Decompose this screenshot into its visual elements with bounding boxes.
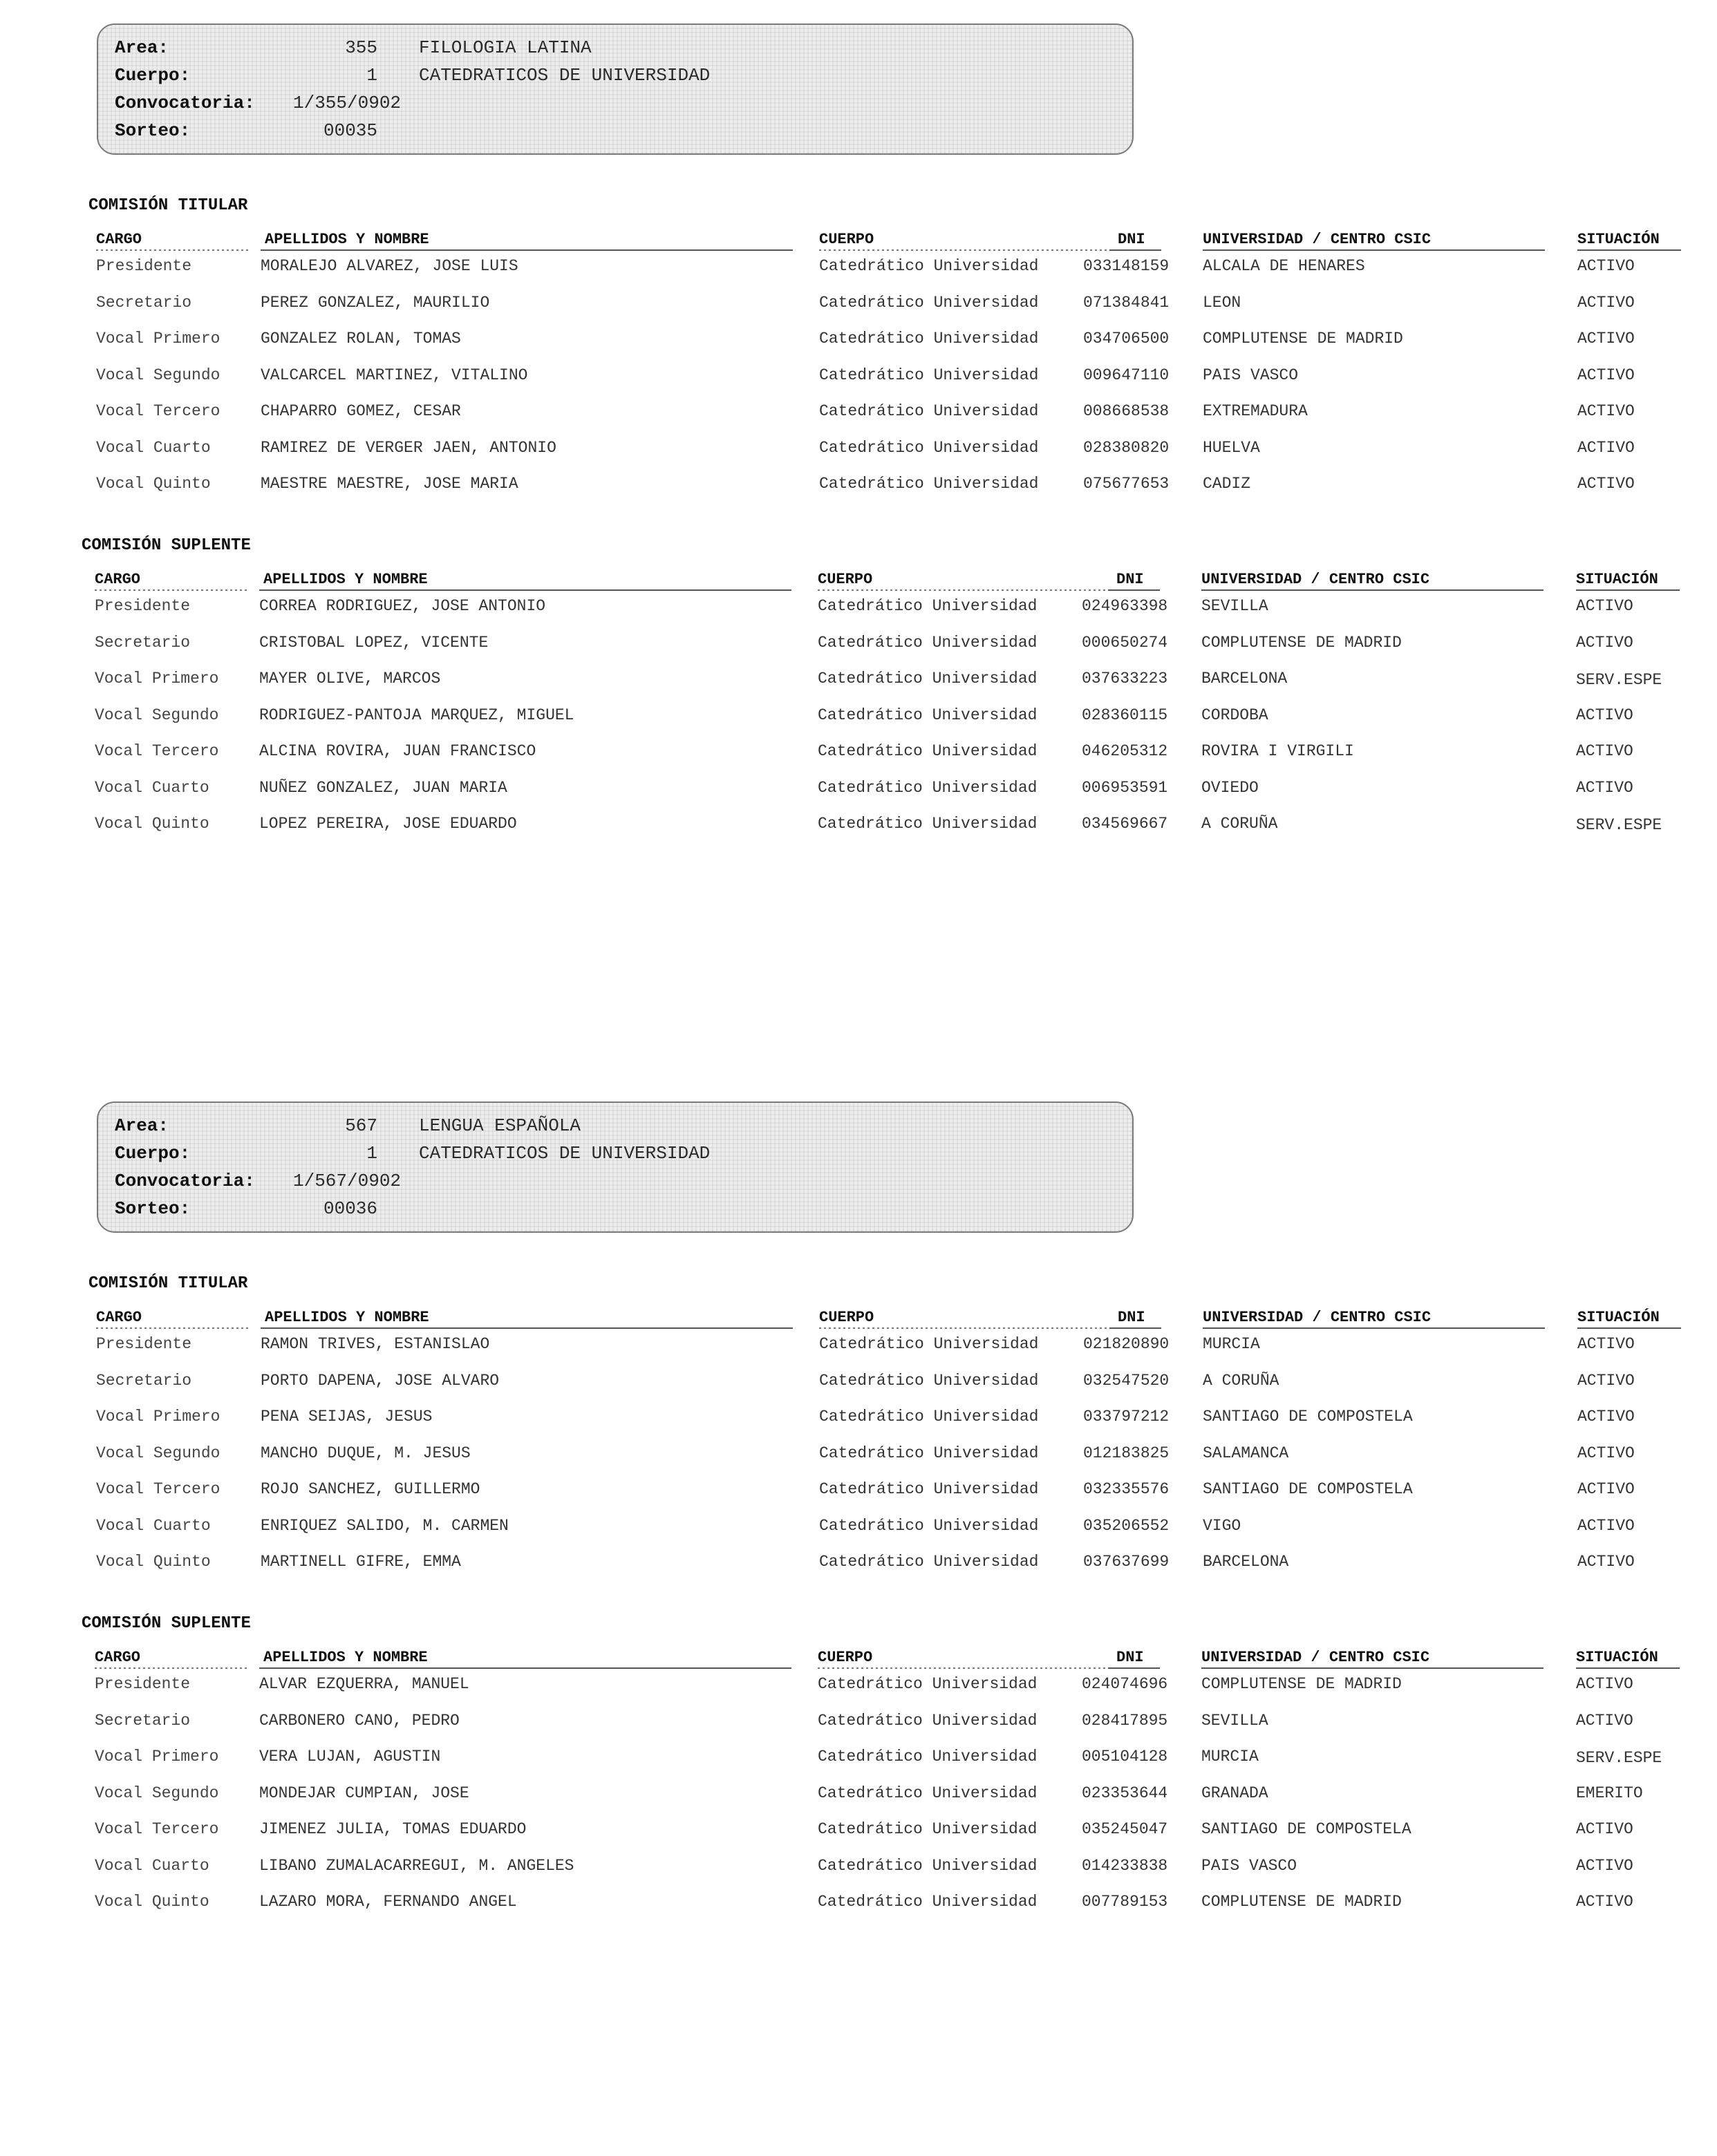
column-header-cuerpo: CUERPO bbox=[818, 571, 873, 588]
header-underline bbox=[1577, 249, 1681, 251]
header-underline bbox=[1108, 1667, 1160, 1669]
column-header-cuerpo: CUERPO bbox=[818, 1649, 873, 1666]
dni-cell: 008668538 bbox=[1083, 402, 1170, 420]
situation-cell: ACTIVO bbox=[1577, 293, 1635, 312]
name-cell: VERA LUJAN, AGUSTIN bbox=[259, 1748, 441, 1766]
university-cell: SANTIAGO DE COMPOSTELA bbox=[1203, 1480, 1413, 1498]
name-cell: PENA SEIJAS, JESUS bbox=[261, 1408, 433, 1426]
university-cell: A CORUÑA bbox=[1203, 1371, 1279, 1390]
cargo-cell: Vocal Cuarto bbox=[96, 1516, 211, 1535]
column-header-dni: DNI bbox=[1118, 231, 1145, 248]
situation-cell: ACTIVO bbox=[1577, 1335, 1635, 1353]
cuerpo-cell: Catedrático Universidad bbox=[819, 438, 1039, 457]
header-label: Cuerpo: bbox=[115, 65, 191, 86]
situation-cell: ACTIVO bbox=[1576, 742, 1633, 760]
situation-cell: ACTIVO bbox=[1576, 1711, 1633, 1730]
dni-cell: 009647110 bbox=[1083, 366, 1170, 384]
university-cell: VIGO bbox=[1203, 1516, 1241, 1535]
cargo-cell: Secretario bbox=[95, 633, 191, 652]
situation-cell: ACTIVO bbox=[1576, 1675, 1633, 1693]
cargo-cell: Vocal Quinto bbox=[96, 475, 211, 493]
name-cell: RODRIGUEZ-PANTOJA MARQUEZ, MIGUEL bbox=[259, 706, 574, 724]
dni-cell: 000650274 bbox=[1082, 633, 1168, 652]
header-underline bbox=[95, 1667, 247, 1669]
dni-cell: 037637699 bbox=[1083, 1553, 1170, 1571]
university-cell: ROVIRA I VIRGILI bbox=[1201, 742, 1354, 760]
header-underline bbox=[1109, 1327, 1161, 1329]
university-cell: COMPLUTENSE DE MADRID bbox=[1201, 1675, 1402, 1693]
university-cell: COMPLUTENSE DE MADRID bbox=[1203, 330, 1403, 348]
header-underline bbox=[95, 589, 247, 591]
cargo-cell: Vocal Segundo bbox=[95, 1784, 219, 1802]
name-cell: MAESTRE MAESTRE, JOSE MARIA bbox=[261, 475, 518, 493]
cuerpo-cell: Catedrático Universidad bbox=[819, 475, 1039, 493]
dni-cell: 035206552 bbox=[1083, 1516, 1170, 1535]
header-underline bbox=[1576, 1667, 1680, 1669]
name-cell: ENRIQUEZ SALIDO, M. CARMEN bbox=[261, 1516, 509, 1535]
situation-cell: ACTIVO bbox=[1576, 778, 1633, 797]
cuerpo-cell: Catedrático Universidad bbox=[818, 1893, 1038, 1911]
situation-cell: ACTIVO bbox=[1577, 330, 1635, 348]
situation-cell: ACTIVO bbox=[1576, 633, 1633, 652]
name-cell: PORTO DAPENA, JOSE ALVARO bbox=[261, 1371, 500, 1390]
situation-cell: ACTIVO bbox=[1576, 1893, 1633, 1911]
dni-cell: 034706500 bbox=[1083, 330, 1170, 348]
cuerpo-cell: Catedrático Universidad bbox=[818, 1784, 1038, 1802]
situation-cell: ACTIVO bbox=[1577, 1516, 1635, 1535]
cuerpo-cell: Catedrático Universidad bbox=[819, 1480, 1039, 1498]
column-header-dni: DNI bbox=[1116, 1649, 1144, 1666]
header-label: Convocatoria: bbox=[115, 93, 255, 113]
name-cell: LIBANO ZUMALACARREGUI, M. ANGELES bbox=[259, 1856, 574, 1875]
dni-cell: 034569667 bbox=[1082, 815, 1168, 833]
column-header-cargo: CARGO bbox=[96, 1309, 142, 1326]
column-header-nombre: APELLIDOS Y NOMBRE bbox=[263, 1649, 428, 1666]
situation-cell: ACTIVO bbox=[1577, 402, 1635, 420]
header-underline bbox=[1201, 589, 1544, 591]
header-label: Sorteo: bbox=[115, 120, 191, 141]
header-code: 00035 bbox=[323, 120, 377, 141]
header-underline bbox=[1108, 589, 1160, 591]
cargo-cell: Secretario bbox=[95, 1711, 191, 1730]
cargo-cell: Vocal Primero bbox=[96, 1408, 221, 1426]
cuerpo-cell: Catedrático Universidad bbox=[819, 330, 1039, 348]
header-underline bbox=[818, 1667, 1108, 1669]
university-cell: SALAMANCA bbox=[1203, 1444, 1289, 1462]
header-label: Cuerpo: bbox=[115, 1143, 191, 1164]
section-title: COMISIÓN TITULAR bbox=[88, 1274, 248, 1293]
name-cell: ALVAR EZQUERRA, MANUEL bbox=[259, 1675, 469, 1693]
header-code: 355 bbox=[345, 37, 377, 58]
cargo-cell: Vocal Primero bbox=[96, 330, 221, 348]
section-title: COMISIÓN SUPLENTE bbox=[82, 536, 251, 555]
name-cell: CHAPARRO GOMEZ, CESAR bbox=[261, 402, 461, 420]
header-underline bbox=[1109, 249, 1161, 251]
situation-cell: EMERITO bbox=[1576, 1784, 1643, 1802]
university-cell: ALCALA DE HENARES bbox=[1203, 257, 1365, 275]
cargo-cell: Presidente bbox=[95, 597, 191, 615]
column-header-cargo: CARGO bbox=[95, 571, 141, 588]
column-header-situacion: SITUACIÓN bbox=[1576, 571, 1658, 588]
dni-cell: 032335576 bbox=[1083, 1480, 1170, 1498]
university-cell: SANTIAGO DE COMPOSTELA bbox=[1203, 1408, 1413, 1426]
name-cell: LOPEZ PEREIRA, JOSE EDUARDO bbox=[259, 815, 517, 833]
header-underline bbox=[1203, 249, 1545, 251]
header-label: Sorteo: bbox=[115, 1198, 191, 1219]
cuerpo-cell: Catedrático Universidad bbox=[818, 1675, 1038, 1693]
university-cell: COMPLUTENSE DE MADRID bbox=[1201, 1893, 1402, 1911]
university-cell: BARCELONA bbox=[1203, 1553, 1289, 1571]
situation-cell: ACTIVO bbox=[1577, 1553, 1635, 1571]
university-cell: COMPLUTENSE DE MADRID bbox=[1201, 633, 1402, 652]
header-description: FILOLOGIA LATINA bbox=[419, 37, 592, 58]
cuerpo-cell: Catedrático Universidad bbox=[818, 815, 1038, 833]
cuerpo-cell: Catedrático Universidad bbox=[819, 366, 1039, 384]
name-cell: ALCINA ROVIRA, JUAN FRANCISCO bbox=[259, 742, 536, 760]
cuerpo-cell: Catedrático Universidad bbox=[819, 1553, 1039, 1571]
cuerpo-cell: Catedrático Universidad bbox=[819, 293, 1039, 312]
name-cell: RAMIREZ DE VERGER JAEN, ANTONIO bbox=[261, 438, 556, 457]
header-label: Convocatoria: bbox=[115, 1171, 255, 1191]
column-header-universidad: UNIVERSIDAD / CENTRO CSIC bbox=[1203, 1309, 1432, 1326]
header-underline bbox=[259, 589, 791, 591]
header-description: LENGUA ESPAÑOLA bbox=[419, 1115, 581, 1136]
situation-cell: ACTIVO bbox=[1577, 1408, 1635, 1426]
cargo-cell: Vocal Segundo bbox=[96, 1444, 221, 1462]
header-underline bbox=[1201, 1667, 1544, 1669]
situation-cell: ACTIVO bbox=[1577, 475, 1635, 493]
section-title: COMISIÓN TITULAR bbox=[88, 196, 248, 215]
name-cell: MONDEJAR CUMPIAN, JOSE bbox=[259, 1784, 469, 1802]
name-cell: GONZALEZ ROLAN, TOMAS bbox=[261, 330, 461, 348]
header-underline bbox=[819, 249, 1109, 251]
name-cell: MORALEJO ALVAREZ, JOSE LUIS bbox=[261, 257, 518, 275]
name-cell: CORREA RODRIGUEZ, JOSE ANTONIO bbox=[259, 597, 546, 615]
situation-cell: SERV.ESPE bbox=[1576, 1749, 1662, 1767]
dni-cell: 028380820 bbox=[1083, 438, 1170, 457]
header-row bbox=[115, 1140, 1117, 1166]
header-underline bbox=[261, 1327, 793, 1329]
cargo-cell: Vocal Quinto bbox=[95, 1893, 209, 1911]
header-box bbox=[97, 23, 1134, 155]
cuerpo-cell: Catedrático Universidad bbox=[818, 1711, 1038, 1730]
name-cell: RAMON TRIVES, ESTANISLAO bbox=[261, 1335, 490, 1353]
university-cell: PAIS VASCO bbox=[1201, 1856, 1297, 1875]
dni-cell: 024963398 bbox=[1082, 597, 1168, 615]
university-cell: CORDOBA bbox=[1201, 706, 1268, 724]
name-cell: JIMENEZ JULIA, TOMAS EDUARDO bbox=[259, 1820, 527, 1838]
cargo-cell: Vocal Tercero bbox=[96, 402, 221, 420]
cargo-cell: Vocal Segundo bbox=[95, 706, 219, 724]
cargo-cell: Presidente bbox=[96, 1335, 192, 1353]
cargo-cell: Vocal Cuarto bbox=[95, 778, 209, 797]
cargo-cell: Presidente bbox=[96, 257, 192, 275]
header-row bbox=[115, 117, 1117, 144]
cargo-cell: Vocal Tercero bbox=[95, 1820, 219, 1838]
header-underline bbox=[96, 249, 248, 251]
university-cell: BARCELONA bbox=[1201, 670, 1288, 688]
university-cell: PAIS VASCO bbox=[1203, 366, 1299, 384]
cargo-cell: Vocal Primero bbox=[95, 1748, 219, 1766]
situation-cell: SERV.ESPE bbox=[1576, 671, 1662, 689]
cargo-cell: Vocal Tercero bbox=[95, 742, 219, 760]
header-underline bbox=[1577, 1327, 1681, 1329]
situation-cell: ACTIVO bbox=[1577, 1480, 1635, 1498]
cuerpo-cell: Catedrático Universidad bbox=[818, 742, 1038, 760]
university-cell: SEVILLA bbox=[1201, 1711, 1268, 1730]
column-header-cuerpo: CUERPO bbox=[819, 1309, 874, 1326]
header-underline bbox=[1576, 589, 1680, 591]
university-cell: LEON bbox=[1203, 293, 1241, 312]
dni-cell: 005104128 bbox=[1082, 1748, 1168, 1766]
cuerpo-cell: Catedrático Universidad bbox=[819, 257, 1039, 275]
dni-cell: 012183825 bbox=[1083, 1444, 1170, 1462]
header-code: 00036 bbox=[323, 1198, 377, 1219]
cuerpo-cell: Catedrático Universidad bbox=[818, 670, 1038, 688]
name-cell: MAYER OLIVE, MARCOS bbox=[259, 670, 441, 688]
name-cell: MANCHO DUQUE, M. JESUS bbox=[261, 1444, 471, 1462]
cuerpo-cell: Catedrático Universidad bbox=[819, 1335, 1039, 1353]
cuerpo-cell: Catedrático Universidad bbox=[818, 597, 1038, 615]
column-header-dni: DNI bbox=[1118, 1309, 1145, 1326]
situation-cell: ACTIVO bbox=[1577, 438, 1635, 457]
header-row bbox=[115, 1195, 1117, 1222]
name-cell: ROJO SANCHEZ, GUILLERMO bbox=[261, 1480, 480, 1498]
university-cell: OVIEDO bbox=[1201, 778, 1259, 797]
situation-cell: ACTIVO bbox=[1576, 1820, 1633, 1838]
header-row bbox=[115, 1168, 1117, 1194]
dni-cell: 033797212 bbox=[1083, 1408, 1170, 1426]
name-cell: PEREZ GONZALEZ, MAURILIO bbox=[261, 293, 490, 312]
situation-cell: ACTIVO bbox=[1577, 366, 1635, 384]
header-description: CATEDRATICOS DE UNIVERSIDAD bbox=[419, 65, 711, 86]
cuerpo-cell: Catedrático Universidad bbox=[818, 778, 1038, 797]
dni-cell: 014233838 bbox=[1082, 1856, 1168, 1875]
cuerpo-cell: Catedrático Universidad bbox=[818, 1748, 1038, 1766]
header-code: 1 bbox=[366, 1143, 377, 1164]
dni-cell: 075677653 bbox=[1083, 475, 1170, 493]
cuerpo-cell: Catedrático Universidad bbox=[819, 1408, 1039, 1426]
cuerpo-cell: Catedrático Universidad bbox=[819, 1516, 1039, 1535]
cargo-cell: Secretario bbox=[96, 1371, 192, 1390]
header-underline bbox=[818, 589, 1108, 591]
situation-cell: ACTIVO bbox=[1576, 1856, 1633, 1875]
column-header-situacion: SITUACIÓN bbox=[1576, 1649, 1658, 1666]
header-label: Area: bbox=[115, 1115, 169, 1136]
dni-cell: 028417895 bbox=[1082, 1711, 1168, 1730]
column-header-universidad: UNIVERSIDAD / CENTRO CSIC bbox=[1201, 571, 1430, 588]
situation-cell: ACTIVO bbox=[1576, 706, 1633, 724]
header-label: Area: bbox=[115, 37, 169, 58]
situation-cell: ACTIVO bbox=[1577, 257, 1635, 275]
name-cell: LAZARO MORA, FERNANDO ANGEL bbox=[259, 1893, 517, 1911]
university-cell: EXTREMADURA bbox=[1203, 402, 1308, 420]
cargo-cell: Vocal Tercero bbox=[96, 1480, 221, 1498]
situation-cell: ACTIVO bbox=[1577, 1444, 1635, 1462]
header-row bbox=[115, 35, 1117, 61]
university-cell: HUELVA bbox=[1203, 438, 1260, 457]
column-header-situacion: SITUACIÓN bbox=[1577, 1309, 1660, 1326]
header-underline bbox=[96, 1327, 248, 1329]
header-value: 1/355/0902 bbox=[293, 93, 402, 113]
university-cell: SANTIAGO DE COMPOSTELA bbox=[1201, 1820, 1411, 1838]
column-header-universidad: UNIVERSIDAD / CENTRO CSIC bbox=[1201, 1649, 1430, 1666]
cargo-cell: Vocal Segundo bbox=[96, 366, 221, 384]
header-underline bbox=[259, 1667, 791, 1669]
header-row bbox=[115, 62, 1117, 88]
column-header-nombre: APELLIDOS Y NOMBRE bbox=[265, 1309, 429, 1326]
header-underline bbox=[261, 249, 793, 251]
header-code: 567 bbox=[345, 1115, 377, 1136]
dni-cell: 033148159 bbox=[1083, 257, 1170, 275]
dni-cell: 046205312 bbox=[1082, 742, 1168, 760]
column-header-universidad: UNIVERSIDAD / CENTRO CSIC bbox=[1203, 231, 1432, 248]
dni-cell: 035245047 bbox=[1082, 1820, 1168, 1838]
cargo-cell: Presidente bbox=[95, 1675, 191, 1693]
column-header-cargo: CARGO bbox=[96, 231, 142, 248]
header-underline bbox=[1203, 1327, 1545, 1329]
cuerpo-cell: Catedrático Universidad bbox=[818, 706, 1038, 724]
university-cell: MURCIA bbox=[1201, 1748, 1259, 1766]
university-cell: A CORUÑA bbox=[1201, 815, 1278, 833]
cargo-cell: Secretario bbox=[96, 293, 192, 312]
name-cell: VALCARCEL MARTINEZ, VITALINO bbox=[261, 366, 528, 384]
university-cell: GRANADA bbox=[1201, 1784, 1268, 1802]
university-cell: MURCIA bbox=[1203, 1335, 1260, 1353]
column-header-cargo: CARGO bbox=[95, 1649, 141, 1666]
column-header-nombre: APELLIDOS Y NOMBRE bbox=[263, 571, 428, 588]
name-cell: NUÑEZ GONZALEZ, JUAN MARIA bbox=[259, 778, 507, 797]
cuerpo-cell: Catedrático Universidad bbox=[818, 633, 1038, 652]
header-code: 1 bbox=[366, 65, 377, 86]
cargo-cell: Vocal Primero bbox=[95, 670, 219, 688]
situation-cell: ACTIVO bbox=[1576, 597, 1633, 615]
cargo-cell: Vocal Quinto bbox=[95, 815, 209, 833]
header-box bbox=[97, 1101, 1134, 1233]
dni-cell: 032547520 bbox=[1083, 1371, 1170, 1390]
dni-cell: 024074696 bbox=[1082, 1675, 1168, 1693]
header-value: 1/567/0902 bbox=[293, 1171, 402, 1191]
cargo-cell: Vocal Quinto bbox=[96, 1553, 211, 1571]
situation-cell: SERV.ESPE bbox=[1576, 816, 1662, 834]
situation-cell: ACTIVO bbox=[1577, 1371, 1635, 1390]
name-cell: CRISTOBAL LOPEZ, VICENTE bbox=[259, 633, 489, 652]
cargo-cell: Vocal Cuarto bbox=[95, 1856, 209, 1875]
cargo-cell: Vocal Cuarto bbox=[96, 438, 211, 457]
section-title: COMISIÓN SUPLENTE bbox=[82, 1614, 251, 1633]
cuerpo-cell: Catedrático Universidad bbox=[819, 1444, 1039, 1462]
name-cell: MARTINELL GIFRE, EMMA bbox=[261, 1553, 461, 1571]
cuerpo-cell: Catedrático Universidad bbox=[818, 1820, 1038, 1838]
dni-cell: 021820890 bbox=[1083, 1335, 1170, 1353]
column-header-situacion: SITUACIÓN bbox=[1577, 231, 1660, 248]
dni-cell: 071384841 bbox=[1083, 293, 1170, 312]
cuerpo-cell: Catedrático Universidad bbox=[818, 1856, 1038, 1875]
cuerpo-cell: Catedrático Universidad bbox=[819, 1371, 1039, 1390]
dni-cell: 006953591 bbox=[1082, 778, 1168, 797]
dni-cell: 007789153 bbox=[1082, 1893, 1168, 1911]
header-row bbox=[115, 90, 1117, 116]
header-description: CATEDRATICOS DE UNIVERSIDAD bbox=[419, 1143, 711, 1164]
dni-cell: 028360115 bbox=[1082, 706, 1168, 724]
header-row bbox=[115, 1113, 1117, 1139]
university-cell: CADIZ bbox=[1203, 475, 1251, 493]
column-header-dni: DNI bbox=[1116, 571, 1144, 588]
university-cell: SEVILLA bbox=[1201, 597, 1268, 615]
tribunal-block bbox=[0, 1078, 1717, 2156]
header-underline bbox=[819, 1327, 1109, 1329]
dni-cell: 023353644 bbox=[1082, 1784, 1168, 1802]
name-cell: CARBONERO CANO, PEDRO bbox=[259, 1711, 460, 1730]
dni-cell: 037633223 bbox=[1082, 670, 1168, 688]
cuerpo-cell: Catedrático Universidad bbox=[819, 402, 1039, 420]
column-header-cuerpo: CUERPO bbox=[819, 231, 874, 248]
column-header-nombre: APELLIDOS Y NOMBRE bbox=[265, 231, 429, 248]
